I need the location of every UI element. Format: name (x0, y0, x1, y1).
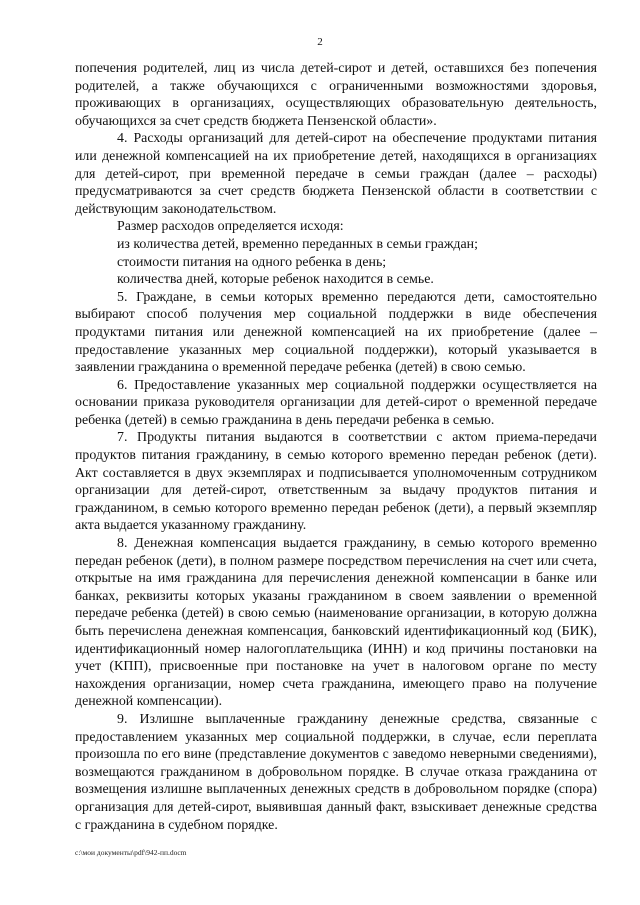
paragraph-p4b: из количества детей, временно переданных в семьи граждан; (117, 236, 478, 252)
paragraph-p4c: стоимости питания на одного ребенка в день; (117, 254, 387, 270)
paragraph-p4a: Размер расходов определяется исходя: (117, 219, 344, 235)
paragraph-p5: 5. Граждане, в семьи которых временно передаются дети, самостоятельно выбирают способ получения мер социальной поддержки в виде обеспечения продуктами питания или денежной компенсацией на их приобретение (далее – предоставление указанных мер социальной поддержки), который указывается в заявлении гражданина о временной передаче ребенка (детей) в свою семью. (75, 289, 597, 376)
document-body (75, 60, 597, 834)
paragraph-p6: 6. Предоставление указанных мер социальной поддержки осуществляется на основании приказа руководителя организации для детей-сирот о временной передаче ребенка (детей) в семью гражданина в день передачи ребенка в семью. (75, 377, 597, 428)
paragraph-p8: 8. Денежная компенсация выдается гражданину, в семью которого временно передан ребенок (дети), в полном размере посредством перечисления на счет или счета, открытые на имя гражданина для перечисления денежной компенсации в банке или банках, реквизиты которых указаны гражданином в своем заявлении о временной передаче ребенка (детей) в свою семью (наименование организации, в которую должна быть перечислена денежная компенсация, банковский идентификационный код (БИК), идентификационный номер налогоплательщика (ИНН) и код причины постановки на учет (КПП), присвоенные при постановке на учет в налоговом органе по месту нахождения организации, номер счета гражданина, имеющего право на получение денежной компенсации). (75, 536, 597, 710)
paragraph-p4: 4. Расходы организаций для детей-сирот на обеспечение продуктами питания или денежной компенсацией на их приобретение детей, находящихся в организациях для детей-сирот, при временной передаче в семьи граждан (далее – расходы) предусматриваются за счет средств бюджета Пензенской области в соответствии с действующим законодательством. (75, 131, 597, 217)
paragraph-p0: попечения родителей, лиц из числа детей-сирот и детей, оставшихся без попечения родителей, а также обучающихся с ограниченными возможностями здоровья, проживающих в организациях, осуществляющих образовательную деятельность, обучающихся за счет средств бюджета Пензенской области». (75, 61, 597, 129)
paragraph-p7: 7. Продукты питания выдаются в соответствии с актом приема-передачи продуктов питания гражданину, в семью которого временно передан ребенок (дети). Акт составляется в двух экземплярах и подписывается уполномоченным сотрудником организации для детей-сирот, ответственным за выдачу продуктов питания и гражданином, в семью которого временно передан ребенок (дети), а первый экземпляр акта выдается указанному гражданину. (75, 430, 597, 534)
file-path-footer: c:\мои документы\pdf\942-пп.docm (75, 848, 187, 857)
paragraph-p9: 9. Излишне выплаченные гражданину денежные средства, связанные с предоставлением указанных мер социальной поддержки, в случае, если переплата произошла по его вине (представление документов с заведомо неверными сведениями), возмещаются гражданином в добровольном порядке. В случае отказа гражданина от возмещения излишне выплаченных денежных средств в добровольном порядке (спора) организация для детей-сирот, выявившая данный факт, взыскивает денежные средства с гражданина в судебном порядке. (75, 711, 597, 833)
paragraph-p4d: количества дней, которые ребенок находится в семье. (117, 272, 434, 288)
page-number: 2 (317, 36, 323, 48)
